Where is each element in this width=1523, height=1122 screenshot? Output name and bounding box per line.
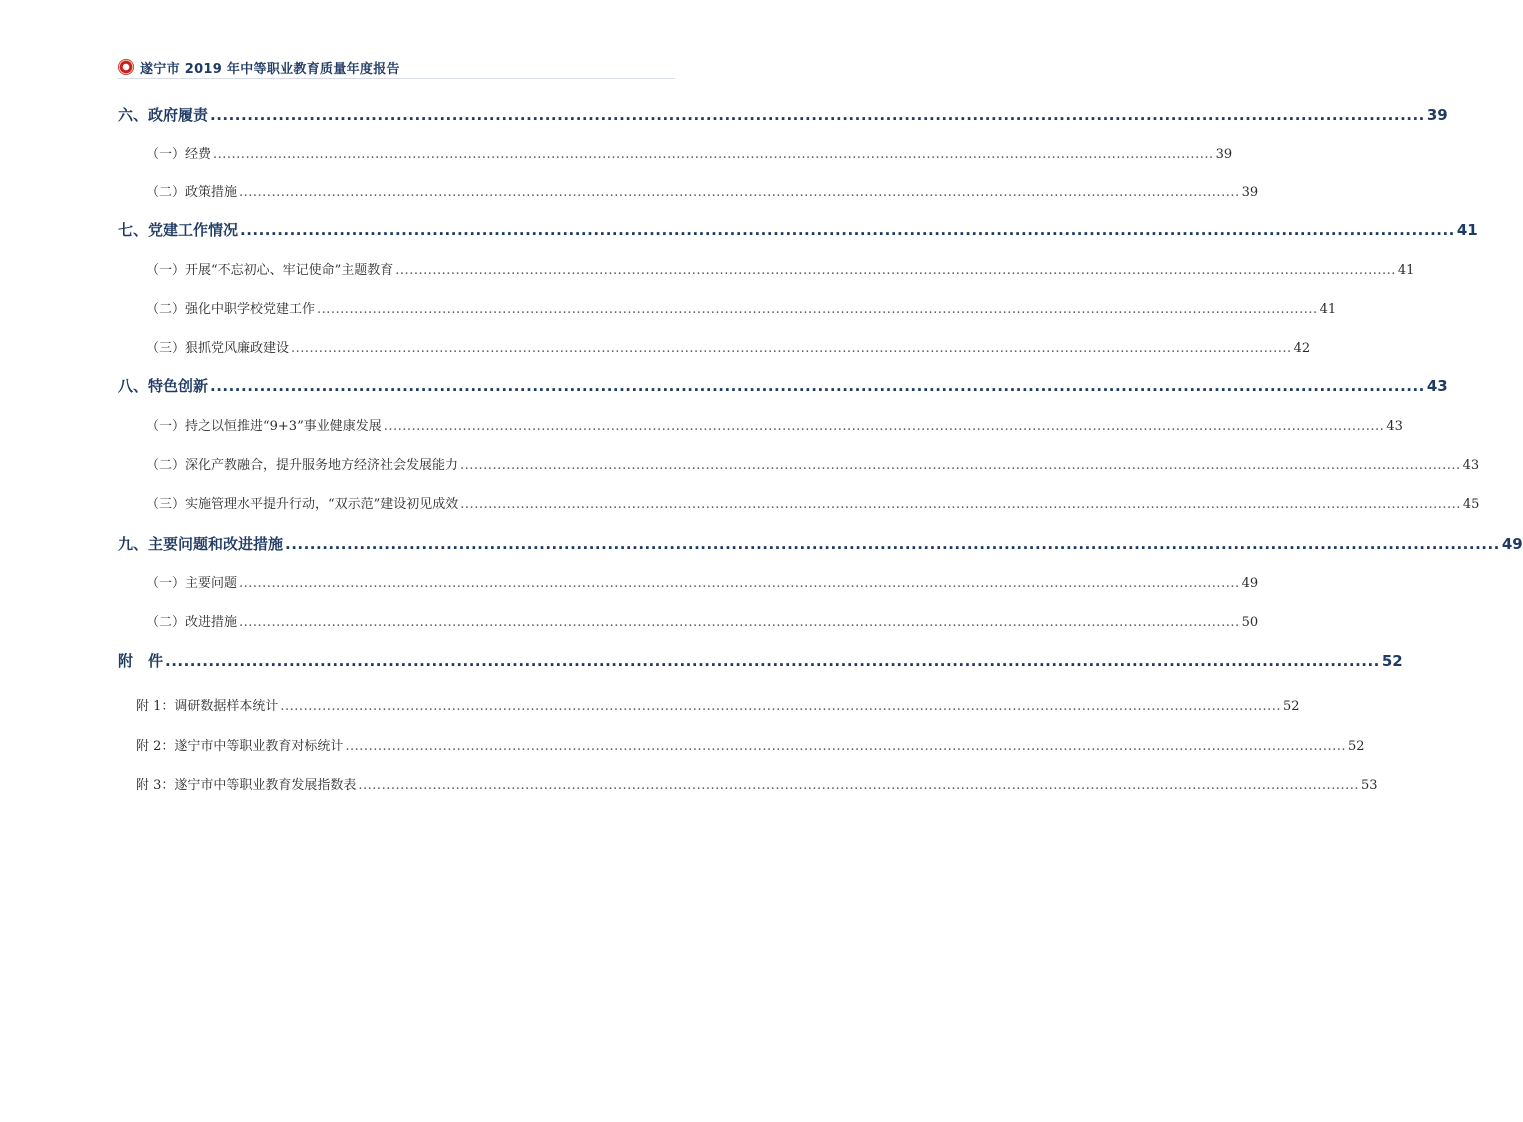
toc-entry-label: （一）经费	[146, 147, 212, 162]
toc-leader-dots: ........................................................................................................................................................................................................................	[239, 615, 1240, 630]
toc-leader-dots: ........................................................................................................................................................................................................................	[358, 778, 1359, 793]
header-divider	[118, 78, 675, 79]
toc-entry-page: 42	[1293, 341, 1311, 356]
toc-entry-label: （二）强化中职学校党建工作	[146, 302, 316, 317]
toc-entry-page: 43	[1462, 458, 1480, 473]
toc-entry-page: 52	[1348, 739, 1365, 754]
toc-entry-label: （二）政策措施	[146, 185, 238, 200]
school-logo-icon	[118, 59, 134, 75]
toc-entry-label: 八、特色创新	[118, 377, 209, 395]
toc-entry[interactable]	[146, 572, 1259, 592]
toc-entry-label: （二）深化产教融合，提升服务地方经济社会发展能力	[146, 458, 459, 473]
toc-leader-dots: ........................................................................................................................................................................................................................	[460, 458, 1461, 473]
toc-entry[interactable]	[146, 298, 1337, 318]
page-header	[118, 58, 675, 76]
toc-entry-page: 45	[1462, 497, 1480, 512]
toc-leader-dots: ....................................................................................................................................................................................................	[285, 535, 1500, 553]
toc-entry-label: 附 件	[118, 652, 164, 670]
toc-entry-page: 39	[1426, 106, 1448, 124]
toc-entry[interactable]	[146, 259, 1415, 279]
toc-leader-dots: ........................................................................................................................................................................................................................	[383, 419, 1385, 434]
toc-entry[interactable]	[146, 415, 1403, 435]
toc-entry-page: 50	[1241, 615, 1259, 630]
toc-entry[interactable]	[136, 774, 1378, 794]
toc-entry[interactable]	[146, 493, 1480, 513]
toc-leader-dots: ........................................................................................................................................................................................................................	[317, 302, 1318, 317]
toc-leader-dots: ....................................................................................................................................................................................................	[210, 106, 1425, 124]
toc-entry-page: 39	[1241, 185, 1259, 200]
toc-entry-label: （一）开展“不忘初心、牢记使命”主题教育	[146, 263, 394, 278]
toc-entry[interactable]	[136, 695, 1300, 715]
toc-leader-dots: ........................................................................................................................................................................................................................	[291, 341, 1292, 356]
toc-entry[interactable]	[118, 375, 1448, 397]
toc-entry-label: 附 1：调研数据样本统计	[136, 699, 279, 714]
toc-entry[interactable]	[146, 454, 1480, 474]
toc-entry-page: 41	[1456, 221, 1478, 239]
toc-entry[interactable]	[118, 104, 1448, 126]
toc-entry[interactable]	[146, 181, 1259, 201]
toc-entry-page: 41	[1319, 302, 1337, 317]
toc-entry-label: 附 3：遂宁市中等职业教育发展指数表	[136, 778, 357, 793]
toc-entry-page: 43	[1426, 377, 1448, 395]
toc-entry-label: （一）主要问题	[146, 576, 238, 591]
toc-leader-dots: ........................................................................................................................................................................................................................	[280, 699, 1281, 714]
toc-entry[interactable]	[146, 143, 1233, 163]
report-title: 遂宁市 2019 年中等职业教育质量年度报告	[140, 61, 400, 77]
toc-leader-dots: ....................................................................................................................................................................................................	[240, 221, 1455, 239]
toc-entry-page: 41	[1397, 263, 1415, 278]
toc-entry-label: （一）持之以恒推进“9+3”事业健康发展	[146, 419, 382, 434]
toc-entry-label: 七、党建工作情况	[118, 221, 239, 239]
toc-leader-dots: ........................................................................................................................................................................................................................	[395, 263, 1396, 278]
toc-entry-page: 52	[1283, 699, 1300, 714]
toc-entry[interactable]	[118, 219, 1478, 241]
toc-entry[interactable]	[136, 735, 1365, 755]
toc-entry-label: 六、政府履责	[118, 106, 209, 124]
toc-leader-dots: ........................................................................................................................................................................................................................	[460, 497, 1461, 512]
toc-entry-page: 49	[1241, 576, 1259, 591]
toc-leader-dots: ........................................................................................................................................................................................................................	[239, 576, 1240, 591]
toc-entry[interactable]	[146, 337, 1311, 357]
toc-entry-label: 九、主要问题和改进措施	[118, 535, 284, 553]
toc-entry-page: 39	[1215, 147, 1233, 162]
toc-leader-dots: ....................................................................................................................................................................................................	[210, 377, 1425, 395]
toc-entry-page: 49	[1501, 535, 1523, 553]
toc-entry-label: （三）狠抓党风廉政建设	[146, 341, 290, 356]
toc-entry-label: 附 2：遂宁市中等职业教育对标统计	[136, 739, 344, 754]
toc-entry-label: （二）改进措施	[146, 615, 238, 630]
toc-entry[interactable]	[118, 650, 1403, 672]
toc-entry-page: 53	[1361, 778, 1378, 793]
toc-entry[interactable]	[118, 533, 1523, 555]
toc-leader-dots: ........................................................................................................................................................................................................................	[239, 185, 1240, 200]
toc-leader-dots: ........................................................................................................................................................................................................................	[213, 147, 1214, 162]
toc-leader-dots: ....................................................................................................................................................................................................	[165, 652, 1380, 670]
toc-leader-dots: ........................................................................................................................................................................................................................	[345, 739, 1346, 754]
toc-entry-page: 43	[1386, 419, 1403, 434]
toc-entry-page: 52	[1381, 652, 1403, 670]
toc-entry-label: （三）实施管理水平提升行动，“双示范”建设初见成效	[146, 497, 459, 512]
toc-entry[interactable]	[146, 611, 1259, 631]
